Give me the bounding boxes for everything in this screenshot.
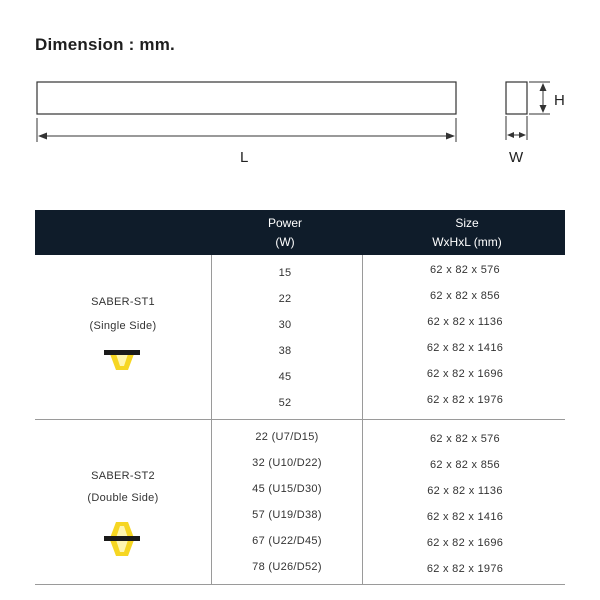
table-cell-power: 67 (U22/D45) bbox=[252, 535, 322, 547]
table-cell-power: 32 (U10/D22) bbox=[252, 457, 322, 469]
width-label: W bbox=[509, 149, 524, 166]
table-cell-power: 45 (U15/D30) bbox=[252, 483, 322, 495]
width-arrow-right bbox=[519, 132, 526, 138]
table-cell-size: 62 x 82 x 1136 bbox=[427, 485, 503, 497]
height-label: H bbox=[554, 92, 565, 109]
column-divider-power bbox=[362, 255, 363, 585]
table-cell-power: 15 bbox=[278, 267, 292, 279]
table-cell-power: 57 (U19/D38) bbox=[252, 509, 322, 521]
table-cell-size: 62 x 82 x 1696 bbox=[426, 368, 504, 380]
table-header bbox=[35, 210, 565, 255]
double-side-light-icon bbox=[104, 520, 140, 558]
group-1-subtitle: (Single Side) bbox=[89, 320, 157, 332]
column-divider-model bbox=[211, 255, 212, 585]
table-cell-power: 78 (U26/D52) bbox=[252, 561, 322, 573]
length-arrow-left bbox=[38, 133, 47, 140]
page-title: Dimension : mm. bbox=[35, 35, 175, 54]
table-cell-size: 62 x 82 x 1976 bbox=[426, 394, 504, 406]
table-cell-size: 62 x 82 x 1416 bbox=[426, 511, 504, 523]
size-header-label: Size bbox=[455, 216, 479, 230]
power-header bbox=[225, 214, 345, 252]
table-cell-size: 62 x 82 x 1696 bbox=[426, 537, 504, 549]
dimension-diagram bbox=[0, 0, 600, 200]
table-cell-power: 22 bbox=[278, 293, 292, 305]
fixture-end-view bbox=[506, 82, 527, 114]
size-header-unit: WxHxL (mm) bbox=[432, 235, 502, 249]
group-2-model: SABER-ST2 bbox=[91, 470, 155, 482]
group-1-model: SABER-ST1 bbox=[91, 296, 155, 308]
table-cell-size: 62 x 82 x 576 bbox=[430, 264, 500, 276]
height-arrow-bottom bbox=[540, 105, 547, 113]
power-header-unit: (W) bbox=[275, 235, 295, 249]
single-fixture-bar bbox=[104, 350, 140, 355]
group-2-subtitle: (Double Side) bbox=[87, 492, 159, 504]
size-header bbox=[405, 214, 529, 252]
double-fixture-bar bbox=[104, 536, 140, 541]
power-header-label: Power bbox=[267, 216, 302, 230]
table-cell-power: 30 bbox=[278, 319, 292, 331]
table-cell-size: 62 x 82 x 1136 bbox=[427, 316, 503, 328]
table-bottom-border bbox=[35, 584, 565, 585]
group-divider bbox=[35, 419, 565, 420]
height-arrow-top bbox=[540, 83, 547, 91]
table-cell-size: 62 x 82 x 1976 bbox=[426, 563, 504, 575]
length-label: L bbox=[240, 149, 249, 166]
fixture-front-view bbox=[37, 82, 456, 114]
width-arrow-left bbox=[507, 132, 514, 138]
length-arrow-right bbox=[446, 133, 455, 140]
table-cell-size: 62 x 82 x 856 bbox=[430, 290, 500, 302]
table-cell-size: 62 x 82 x 1416 bbox=[426, 342, 504, 354]
table-cell-power: 22 (U7/D15) bbox=[255, 431, 319, 443]
table-cell-size: 62 x 82 x 856 bbox=[430, 459, 500, 471]
table-cell-power: 52 bbox=[278, 397, 292, 409]
table-cell-power: 38 bbox=[278, 345, 292, 357]
single-side-light-icon bbox=[104, 348, 140, 372]
table-cell-power: 45 bbox=[278, 371, 292, 383]
table-cell-size: 62 x 82 x 576 bbox=[430, 433, 500, 445]
